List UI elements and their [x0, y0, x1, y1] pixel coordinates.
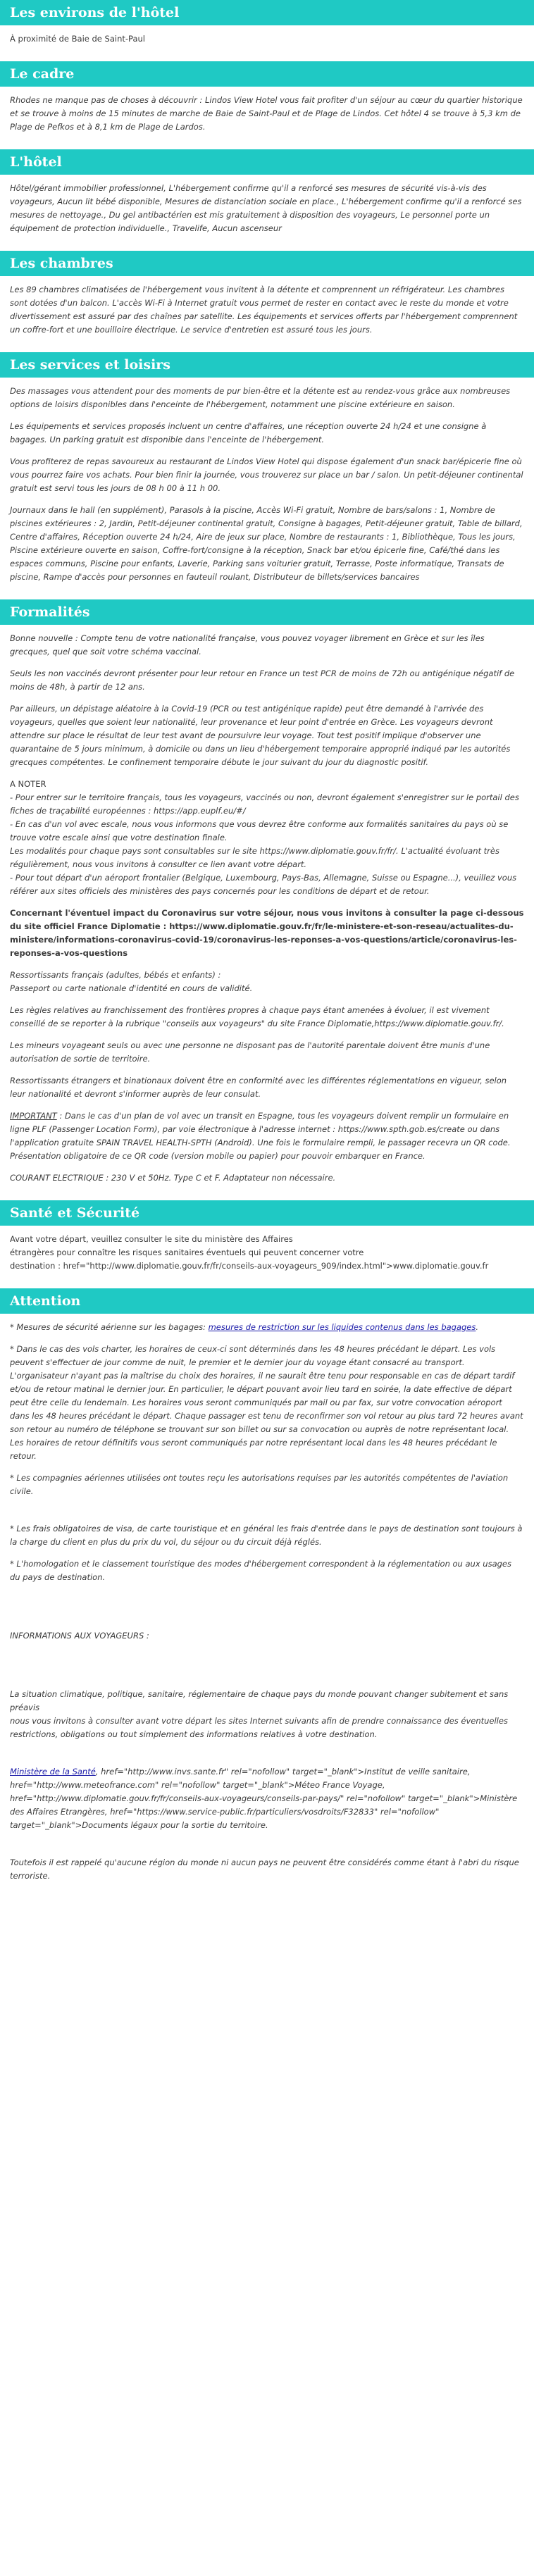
terrorism-notice: Toutefois il est rappelé qu'aucune région du monde ni aucun pays ne peuvent être considérés comme étant à l'abri du risque terroriste. — [10, 1858, 519, 1881]
ministere-sante-link[interactable]: Ministère de la Santé — [10, 1767, 96, 1777]
note-line: - Pour tout départ d'un aéroport frontalier (Belgique, Luxembourg, Pays-Bas, Allemagne, Suisse ou Espagne...), veuillez vous référer aux sites officiels des ministères des pays concernés pour les conditions de départ et de retour. — [10, 873, 517, 896]
courant-electrique: COURANT ELECTRIQUE : 230 V et 50Hz. Type C et F. Adaptateur non nécessaire. — [10, 1173, 336, 1183]
attention-paragraph: * L'homologation et le classement touristique des modes d'hébergement correspondent à la réglementation ou aux usages du pays de destination. — [10, 1559, 511, 1582]
formalites-paragraph: Les règles relatives au franchissement des frontières propres à chaque pays étant amenées à évoluer, il est vivement conseillé de se reporter à la rubrique "conseils aux voyageurs" du site France Diplomatie,https://www.diplomatie.gouv.fr/. — [10, 1005, 504, 1028]
note-block — [10, 778, 524, 898]
services-amenities-list: Journaux dans le hall (en supplément), Parasols à la piscine, Accès Wi-Fi gratuit, Nombre de bars/salons : 1, Nombre de piscines extérieures : 2, Jardin, Petit-déjeuner continental gratuit, Consigne à bagages, Petit-déjeuner gratuit, Table de billard, Centre d'affaires, Réception ouverte 24 h/24, Aire de jeux sur place, Nombre de restaurants : 1, Bibliothèque, Tous les jours, Piscine extérieure ouverte en saison, Coffre-fort/consigne à la réception, Snack bar et/ou épicerie fine, Café/thé dans les espaces communs, Piscine pour enfants, Laverie, Parking sans voiturier gratuit, Terrasse, Poste informatique, Transats de piscine, Rampe d'accès pour personnes en fauteuil roulant, Distributeur de billets/services bancaires — [10, 505, 523, 582]
ressortissants-title: Ressortissants français (adultes, bébés et enfants) : — [10, 970, 221, 980]
useful-links — [10, 1765, 524, 1832]
formalites-paragraph: Ressortissants étrangers et binationaux doivent être en conformité avec les différentes réglementations en vigueur, selon leur nationalité et devront s'informer auprès de leur consulat. — [10, 1076, 507, 1099]
services-paragraph: Des massages vous attendent pour des moments de pur bien-être et la détente est au rendez-vous grâce aux nombreuses options de loisirs disponibles dans l'enceinte de l'hébergement, notamment une piscine extérieure en saison. — [10, 386, 511, 409]
attention-paragraph: * Les frais obligatoires de visa, de carte touristique et en général les frais d'entrée dans le pays de destination sont toujours à la charge du client en plus du prix du vol, du séjour ou du circuit déjà réglés. — [10, 1524, 523, 1547]
attention-paragraph: * Les compagnies aériennes utilisées ont toutes reçu les autorisations requises par les autorités compétentes de l'aviation civile. — [10, 1473, 509, 1496]
attention-prefix: * Mesures de sécurité aérienne sur les bagages: — [10, 1322, 209, 1332]
sante-text — [10, 1233, 524, 1273]
chambres-text: Les 89 chambres climatisées de l'hébergement vous invitent à la détente et comprennent un réfrigérateur. Les chambres sont dotées d'un balcon. L'accès Wi-Fi à Internet gratuit vous permet de rester en contact avec le reste du monde et votre divertissement est assuré par des chaînes par satellite. Les équipements et services offerts par l'hébergement comprennent un coffre-fort et une bouilloire électrique. Le service d'entretien est assuré tous les jours. — [10, 285, 518, 335]
formalites-paragraph: Par ailleurs, un dépistage aléatoire à la Covid-19 (PCR ou test antigénique rapide) peut être demandé à l'arrivée des voyageurs, quelles que soient leur nationalité, leur provenance et leur point d'entrée en Grèce. Les voyageurs devront attendre sur place le résultat de leur test avant de poursuivre leur voyage. Tout test positif implique d'observer une quarantaine de 5 jours minimum, à domicile ou dans un lieu d'hébergement temporaire approprié indiqué par les autorités grecques compétentes. Le confinement temporaire débute le jour suivant du jour du diagnostic positif. — [10, 704, 511, 767]
formalites-paragraph: Bonne nouvelle : Compte tenu de votre nationalité française, vous pouvez voyager librement en Grèce et sur les îles grecques, quel que soit votre schéma vaccinal. — [10, 633, 485, 657]
liquids-restriction-link[interactable]: mesures de restriction sur les liquides contenus dans les bagages — [208, 1322, 476, 1332]
section-attention — [0, 1288, 534, 1883]
note-title: A NOTER — [10, 779, 46, 789]
section-hotel — [0, 149, 534, 235]
attention-paragraph — [10, 1321, 524, 1334]
services-paragraph: Vous profiterez de repas savoureux au restaurant de Lindos View Hotel qui dispose également d'un snack bar/épicerie fine où vous pourrez faire vos achats. Pour bien finir la journée, vous trouverez sur place un bar / salon. Un petit-déjeuner continental gratuit est servi tous les jours de 08 h 00 à 11 h 00. — [10, 456, 523, 493]
formalites-paragraph: Les mineurs voyageant seuls ou avec une personne ne disposant pas de l'autorité parentale doivent être munis d'une autorisation de sortie de territoire. — [10, 1040, 490, 1064]
section-services — [0, 352, 534, 584]
section-sante — [0, 1200, 534, 1273]
section-cadre — [0, 61, 534, 134]
infos-voyageurs-title: INFORMATIONS AUX VOYAGEURS : — [10, 1631, 149, 1641]
section-chambres — [0, 251, 534, 337]
cadre-text: Rhodes ne manque pas de choses à découvrir : Lindos View Hotel vous fait profiter d'un séjour au cœur du quartier historique et se trouve à moins de 15 minutes de marche de Baie de Saint-Paul et de Plage de Lindos. Cet hôtel 4 se trouve à 5,3 km de Plage de Pefkos et à 8,1 km de Plage de Lardos. — [10, 95, 523, 132]
coronavirus-notice: Concernant l'éventuel impact du Coronavirus sur votre séjour, nous vous invitons à consulter la page ci-dessous du site officiel France Diplomatie : https://www.diplomatie.gouv.fr/fr/le-ministere-et-son-reseau/actualites-du-ministere/informations-coronavirus-covid-19/coronavirus-les-reponses-a-vos-questions/article/coronavirus-les-reponses-a-vos-questions — [10, 908, 524, 958]
important-text: : Dans le cas d'un plan de vol avec un transit en Espagne, tous les voyageurs doivent remplir un formulaire en ligne PLF (Passenger Location Form), par voie électronique à l'adresse internet : https://www.spth.gob.es/create ou dans l'application gratuite SPAIN TRAVEL HEALTH-SPTH (Android). Une fois le formulaire rempli, le passager recevra un QR code. Présentation obligatoire de ce QR code (version mobile ou papier) pour pouvoir embarquer en France. — [10, 1111, 511, 1161]
ressortissants-text: Passeport ou carte nationale d'identité en cours de validité. — [10, 983, 253, 993]
infos-line: La situation climatique, politique, sanitaire, réglementaire de chaque pays du monde pouvant changer subitement et sans préavis — [10, 1689, 509, 1712]
section-formalites — [0, 599, 534, 1185]
sante-line: Avant votre départ, veuillez consulter le site du ministère des Affaires — [10, 1234, 293, 1244]
useful-links-text: , href="http://www.invs.sante.fr" rel="nofollow" target="_blank">Institut de veille sanitaire, href="http://www.meteofrance.com" rel="nofollow" target="_blank">Méteo France Voyage, href="http://www.diplomatie.gouv.fr/fr/conseils-aux-voyageurs/conseils-par-pays/" rel="nofollow" target="_blank">Ministère des Affaires Etrangères, href="https://www.service-public.fr/particuliers/vosdroits/F32833" rel="nofollow" target="_blank">Documents légaux pour la sortie du territoire. — [10, 1767, 518, 1830]
note-line: - Pour entrer sur le territoire français, tous les voyageurs, vaccinés ou non, devront également s'enregistrer sur le portail des fiches de traçabilité européennes : https://app.euplf.eu/#/ — [10, 792, 519, 816]
sante-line: destination : href="http://www.diplomatie.gouv.fr/fr/conseils-aux-voyageurs_909/index.html">www.diplomatie.gouv.fr — [10, 1261, 489, 1271]
section-title-services: Les services et loisirs — [0, 352, 534, 378]
important-notice — [10, 1109, 524, 1163]
note-line: - En cas d'un vol avec escale, nous vous informons que vous devrez être conforme aux formalités sanitaires du pays où se trouve votre escale ainsi que votre destination finale. — [10, 819, 509, 842]
section-title-sante: Santé et Sécurité — [0, 1200, 534, 1226]
section-environs — [0, 0, 534, 46]
section-title-environs: Les environs de l'hôtel — [0, 0, 534, 25]
sante-line: étrangères pour connaître les risques sanitaires éventuels qui peuvent concerner votre — [10, 1247, 364, 1257]
note-line: Les modalités pour chaque pays sont consultables sur le site https://www.diplomatie.gouv.fr/fr/. L'actualité évoluant très régulièrement, nous vous invitons à consulter ce lien avant votre départ. — [10, 846, 499, 869]
ressortissants-block — [10, 969, 524, 995]
section-title-attention: Attention — [0, 1288, 534, 1314]
infos-line: nous vous invitons à consulter avant votre départ les sites Internet suivants afin de prendre connaissance des éventuelles restrictions, obligations ou tout simplement des informations relatives à votre destination. — [10, 1716, 508, 1739]
hotel-text: Hôtel/gérant immobilier professionnel, L'hébergement confirme qu'il a renforcé ses mesures de sécurité vis-à-vis des voyageurs, Aucun lit bébé disponible, Mesures de distanciation sociale en place., L'hébergement confirme qu'il a renforcé ses mesures de nettoyage., Du gel antibactérien est mis gratuitement à disposition des voyageurs, Le personnel porte un équipement de protection individuelle., Travelife, Aucun ascenseur — [10, 183, 522, 233]
formalites-paragraph: Seuls les non vaccinés devront présenter pour leur retour en France un test PCR de moins de 72h ou antigénique négatif de moins de 48h, à partir de 12 ans. — [10, 668, 515, 692]
services-paragraph: Les équipements et services proposés incluent un centre d'affaires, une réception ouverte 24 h/24 et une consigne à bagages. Un parking gratuit est disponible dans l'enceinte de l'hébergement. — [10, 421, 487, 444]
infos-voyageurs-text — [10, 1688, 524, 1741]
section-title-chambres: Les chambres — [0, 251, 534, 276]
section-title-cadre: Le cadre — [0, 61, 534, 87]
environs-text: À proximité de Baie de Saint-Paul — [10, 34, 145, 44]
section-title-formalites: Formalités — [0, 599, 534, 625]
important-label: IMPORTANT — [10, 1111, 57, 1121]
attention-paragraph: * Dans le cas des vols charter, les horaires de ceux-ci sont déterminés dans les 48 heures précédant le départ. Les vols peuvent s'effectuer de jour comme de nuit, le premier et le dernier jour du voyage étant consacré au transport. L'organisateur n'ayant pas la maîtrise du choix des horaires, il ne saurait être tenu pour responsable en cas de départ tardif et/ou de retour matinal le dernier jour. En particulier, le départ pouvant avoir lieu tard en soirée, la date effective de départ peut être celle du lendemain. Les horaires vous seront communiqués par mail ou par fax, sur votre convocation aéroport dans les 48 heures précédant le départ. Chaque passager est tenu de reconfirmer son vol retour au plus tard 72 heures avant son retour au numéro de téléphone se trouvant sur son billet ou sur sa convocation ou auprès de notre représentant local. Les horaires de retour définitifs vous seront communiqués par notre représentant local dans les 48 heures précédant le retour. — [10, 1344, 523, 1461]
attention-suffix: . — [476, 1322, 479, 1332]
section-title-hotel: L'hôtel — [0, 149, 534, 175]
